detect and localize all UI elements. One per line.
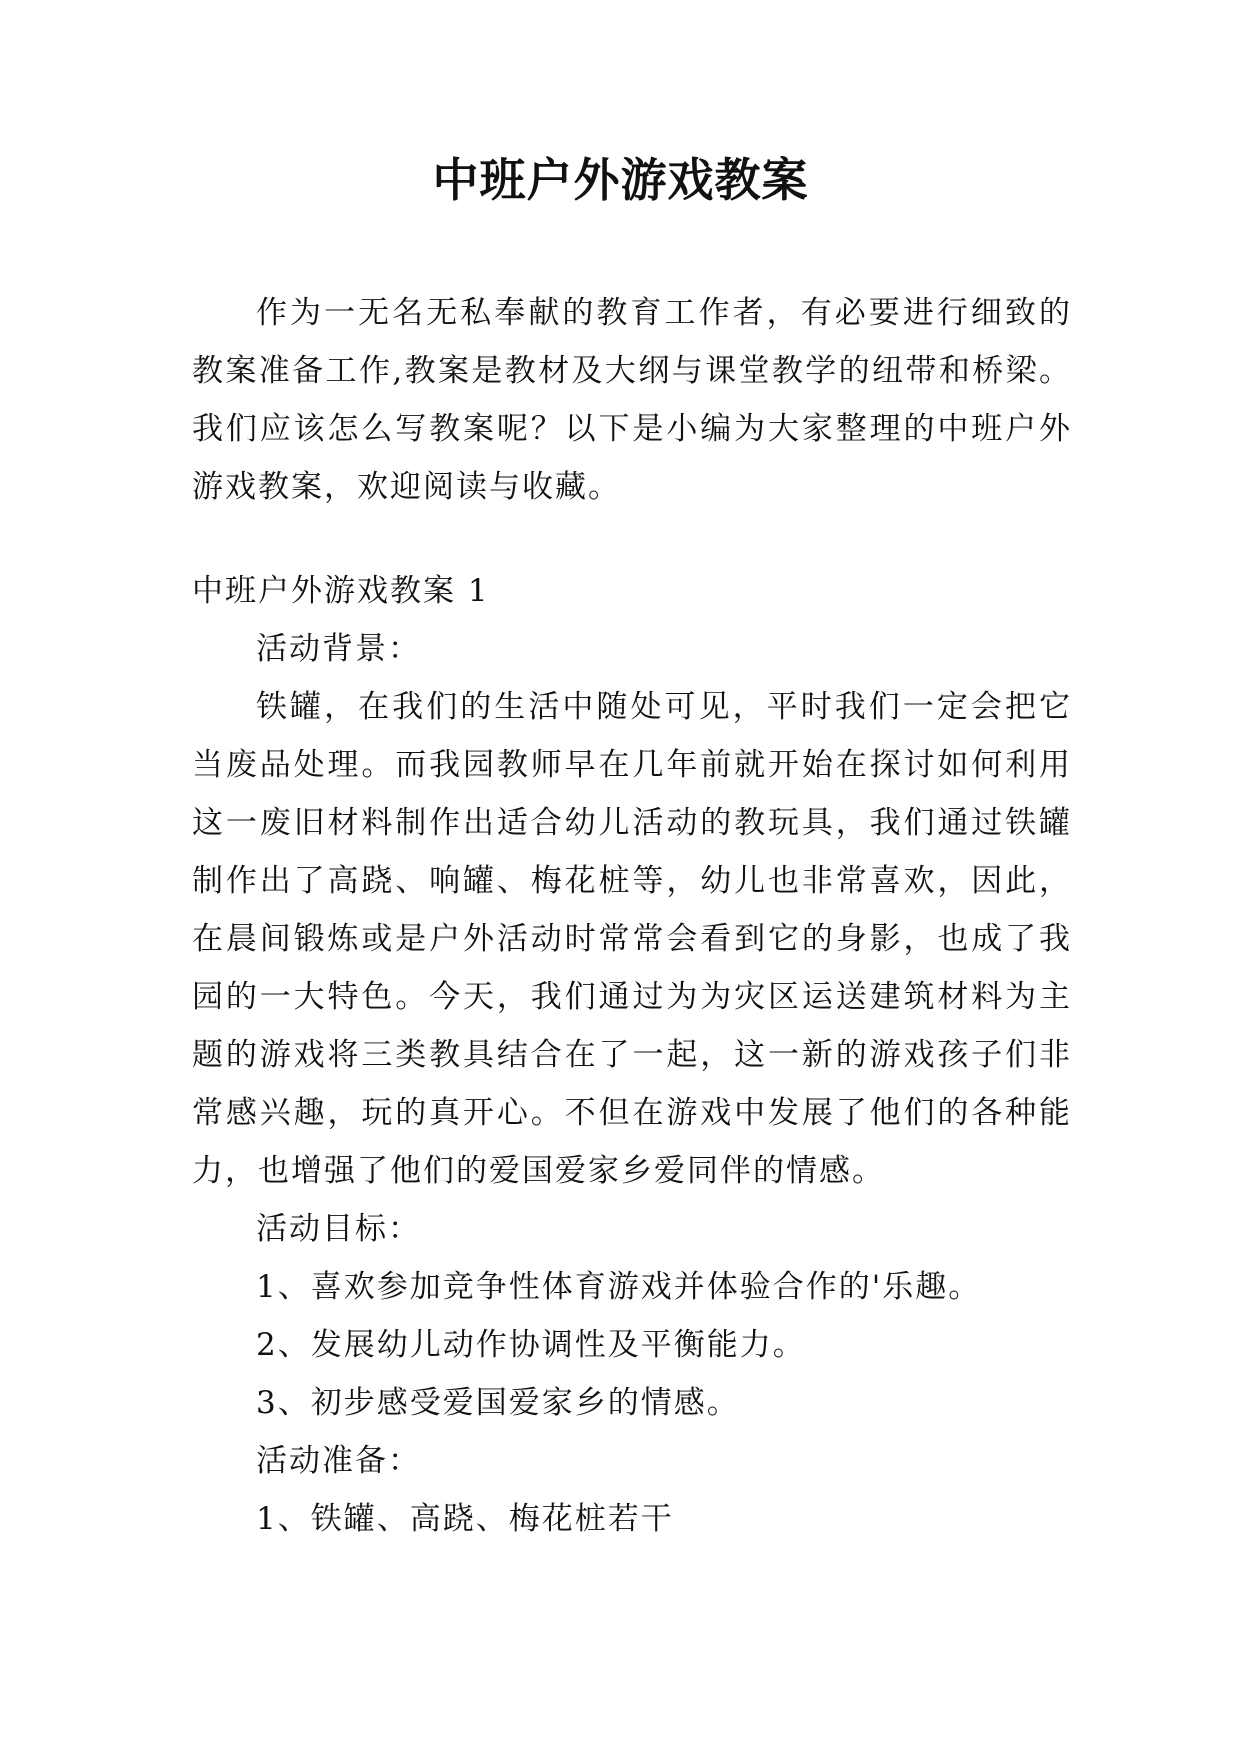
background-paragraph: 铁罐，在我们的生活中随处可见，平时我们一定会把它当废品处理。而我园教师早在几年前就开始在探讨如何利用这一废旧材料制作出适合幼儿活动的教玩具，我们通过铁罐制作出了高跷、响罐、梅花桩等，幼儿也非常喜欢，因此，在晨间锻炼或是户外活动时常常会看到它的身影，也成了我园的一大特色。今天，我们通过为为灾区运送建筑材料为主题的游戏将三类教具结合在了一起，这一新的游戏孩子们非常感兴趣，玩的真开心。不但在游戏中发展了他们的各种能力，也增强了他们的爱国爱家乡爱同伴的情感。 — [192, 689, 1072, 1189]
goal-item: 3、初步感受爱国爱家乡的情感。 — [256, 1385, 740, 1421]
section-heading: 中班户外游戏教案 1 — [192, 573, 490, 609]
background-label: 活动背景： — [256, 631, 421, 667]
document-body — [192, 284, 1072, 1548]
goal-item: 1、喜欢参加竞争性体育游戏并体验合作的'乐趣。 — [256, 1269, 982, 1305]
goal-item: 2、发展幼儿动作协调性及平衡能力。 — [256, 1327, 806, 1363]
intro-paragraph: 作为一无名无私奉献的教育工作者，有必要进行细致的教案准备工作,教案是教材及大纲与课堂教学的纽带和桥梁。我们应该怎么写教案呢？以下是小编为大家整理的中班户外游戏教案，欢迎阅读与收藏。 — [192, 295, 1072, 505]
document-title: 中班户外游戏教案 — [432, 153, 809, 207]
goals-label: 活动目标： — [256, 1211, 421, 1247]
prep-label: 活动准备： — [256, 1443, 421, 1479]
prep-item: 1、铁罐、高跷、梅花桩若干 — [256, 1501, 674, 1537]
spacer — [192, 516, 1072, 562]
